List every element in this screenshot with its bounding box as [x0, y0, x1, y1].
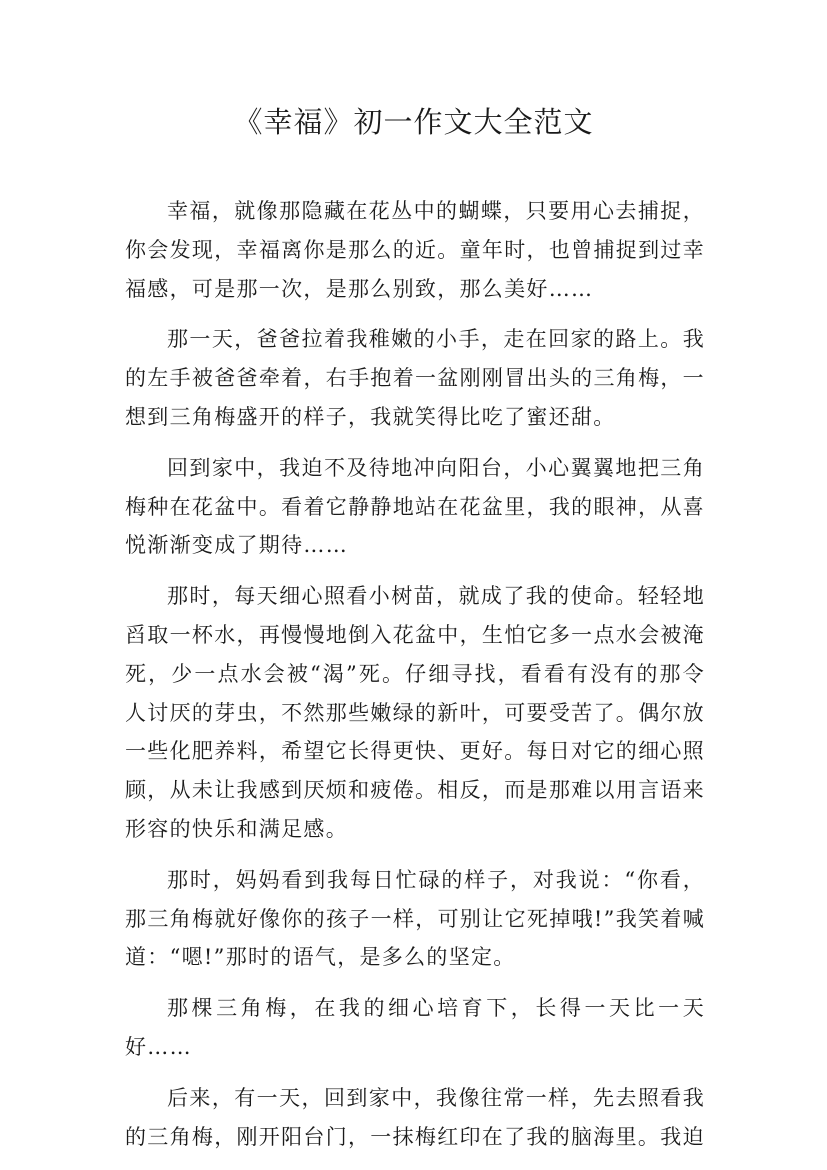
paragraph-1: 幸福，就像那隐藏在花丛中的蝴蝶，只要用心去捕捉，你会发现，幸福离你是那么的近。童年时，也曾捕捉到过幸福感，可是那一次，是那么别致，那么美好……	[125, 199, 705, 301]
paragraph-6: 那棵三角梅，在我的细心培育下，长得一天比一天好……	[125, 996, 705, 1059]
document-body	[125, 192, 705, 1168]
paragraph-7: 后来，有一天，回到家中，我像往常一样，先去照看我的三角梅，刚开阳台门，一抹梅红印在了我的脑海里。我迫	[125, 1085, 705, 1149]
paragraph-3: 回到家中，我迫不及待地冲向阳台，小心翼翼地把三角梅种在花盆中。看着它静静地站在花盆里，我的眼神，从喜悦渐渐变成了期待……	[125, 455, 705, 558]
paragraph-5: 那时，妈妈看到我每日忙碌的样子，对我说：“你看，那三角梅就好像你的孩子一样，可别让它死掉哦!”我笑着喊道：“嗯!”那时的语气，是多么的坚定。	[125, 867, 705, 970]
paragraph-4: 那时，每天细心照看小树苗，就成了我的使命。轻轻地舀取一杯水，再慢慢地倒入花盆中，生怕它多一点水会被淹死，少一点水会被“渴”死。仔细寻找，看看有没有的那令人讨厌的芽虫，不然那些嫩绿的新叶，可要受苦了。偶尔放一些化肥养料，希望它长得更快、更好。每日对它的细心照顾，从未让我感到厌烦和疲倦。相反，而是那难以用言语来形容的快乐和满足感。	[125, 584, 705, 841]
document-title: 《幸福》初一作文大全范文	[233, 105, 594, 139]
paragraph-2: 那一天，爸爸拉着我稚嫩的小手，走在回家的路上。我的左手被爸爸牵着，右手抱着一盆刚刚冒出头的三角梅，一想到三角梅盛开的样子，我就笑得比吃了蜜还甜。	[125, 327, 705, 429]
